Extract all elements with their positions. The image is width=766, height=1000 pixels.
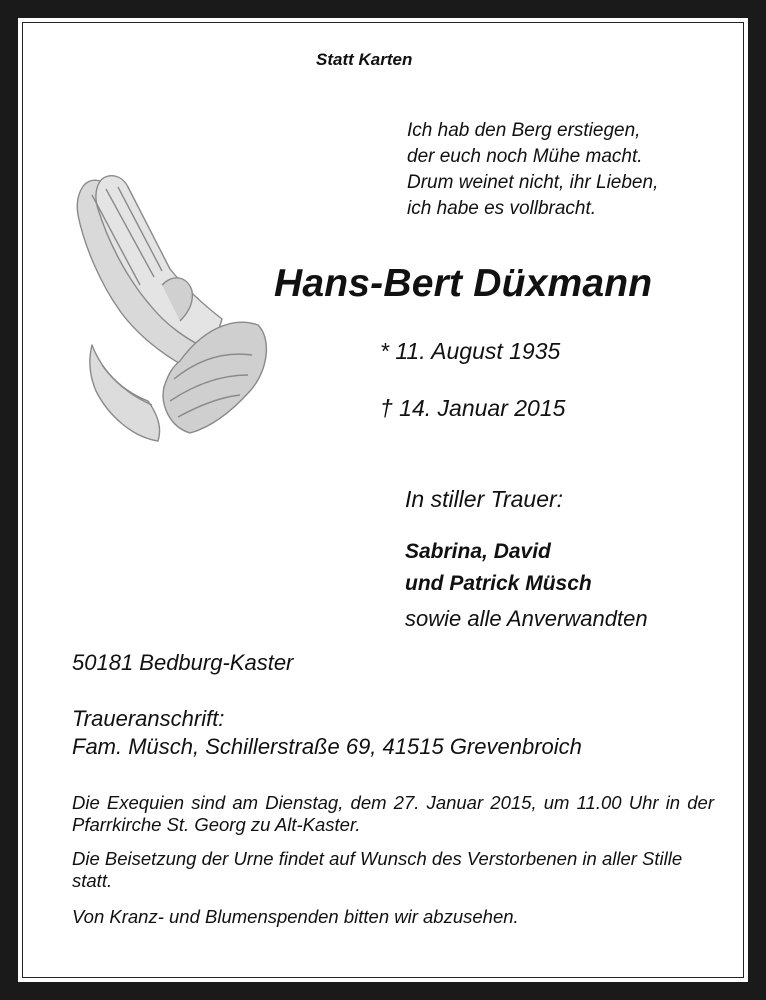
note-exequien: Die Exequien sind am Dienstag, dem 27. Januar 2015, um 11.00 Uhr in der Pfarrkirche St. Georg zu Alt-Kaster. — [72, 792, 714, 835]
poem — [407, 118, 658, 222]
note-blumenspenden: Von Kranz- und Blumenspenden bitten wir abzusehen. — [72, 906, 519, 927]
family-line: Sabrina, David — [405, 540, 551, 563]
praying-hands-icon — [62, 165, 272, 445]
header-statt-karten: Statt Karten — [316, 50, 413, 69]
poem-line: ich habe es vollbracht. — [407, 198, 597, 219]
family-names — [405, 536, 592, 600]
family-line: und Patrick Müsch — [405, 572, 592, 595]
address-label: Traueranschrift: — [72, 706, 225, 731]
address-value: Fam. Müsch, Schillerstraße 69, 41515 Grevenbroich — [72, 734, 582, 759]
note-beisetzung: Die Beisetzung der Urne findet auf Wunsch des Verstorbenen in aller Stille statt. — [72, 848, 683, 891]
poem-line: Drum weinet nicht, ihr Lieben, — [407, 172, 659, 193]
relatives-line: sowie alle Anverwandten — [405, 606, 648, 631]
death-date: † 14. Januar 2015 — [380, 395, 566, 421]
poem-line: der euch noch Mühe macht. — [407, 146, 643, 167]
location: 50181 Bedburg-Kaster — [72, 650, 294, 675]
deceased-name: Hans-Bert Düxmann — [274, 262, 653, 305]
mourning-intro: In stiller Trauer: — [405, 486, 564, 512]
poem-line: Ich hab den Berg erstiegen, — [407, 120, 641, 141]
birth-date: * 11. August 1935 — [380, 338, 561, 364]
